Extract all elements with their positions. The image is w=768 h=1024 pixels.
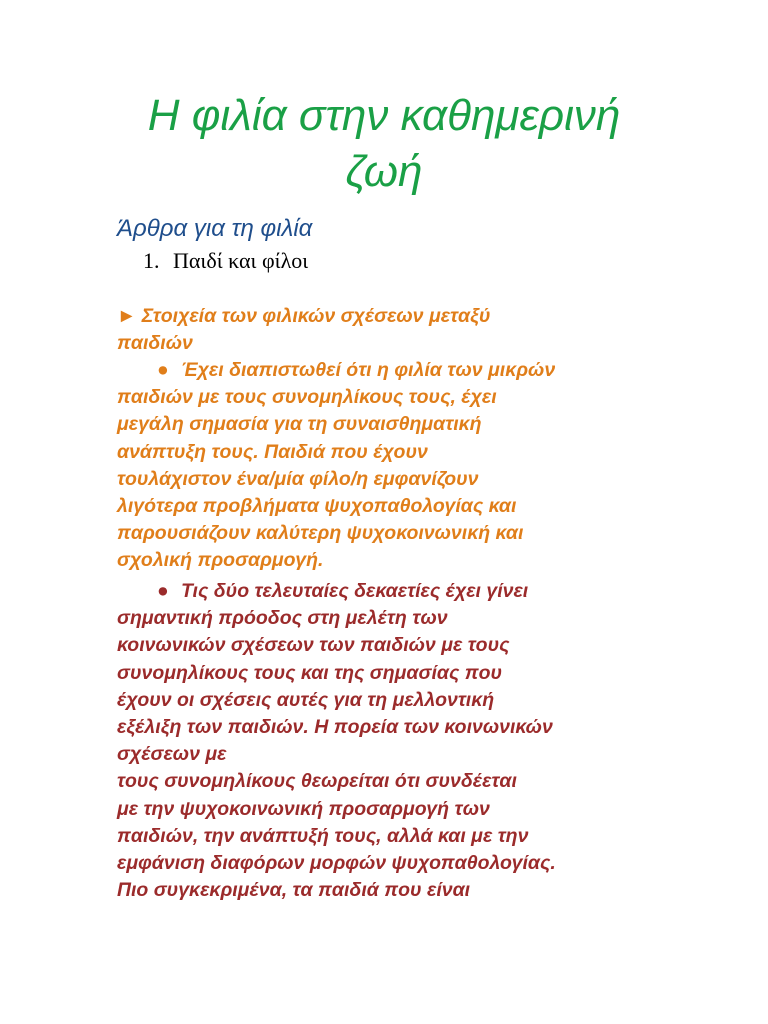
paragraph-line: Πιο συγκεκριμένα, τα παιδιά που είναι <box>117 879 471 902</box>
bullet-paragraph-1 <box>117 357 677 575</box>
paragraph-text: Τις δύο τελευταίες δεκαετίες έχει γίνει <box>181 580 529 602</box>
paragraph-line: σημαντική πρόοδος στη μελέτη των <box>117 607 448 630</box>
paragraph-line: τους συνομηλίκους θεωρείται ότι συνδέεται <box>117 770 517 793</box>
paragraph-line: σχέσεων με <box>117 743 227 766</box>
numbered-list-item <box>143 246 308 276</box>
paragraph-text: Έχει διαπιστωθεί ότι η φιλία των μικρών <box>181 359 556 381</box>
paragraph-line: λιγότερα προβλήματα ψυχοπαθολογίας και <box>117 495 517 518</box>
bullet-icon: ● <box>157 580 169 602</box>
paragraph-line: συνομηλίκους τους και της σημασίας που <box>117 661 503 684</box>
heading-line: παιδιών <box>117 332 193 355</box>
paragraph-line: έχουν οι σχέσεις αυτές για τη μελλοντική <box>117 688 495 711</box>
list-item-text: Παιδί και φίλοι <box>173 248 309 273</box>
paragraph-line: παιδιών, την ανάπτυξή τους, αλλά και με την <box>117 824 529 847</box>
paragraph-line <box>117 578 677 605</box>
paragraph-line: εμφάνιση διαφόρων μορφών ψυχοπαθολογίας. <box>117 852 556 875</box>
title-line: Η φιλία στην καθημερινή <box>147 91 621 140</box>
paragraph-line: μεγάλη σημασία για τη συναισθηματική <box>117 413 482 436</box>
document-title <box>60 88 708 200</box>
heading-text: Στοιχεία των φιλικών σχέσεων μεταξύ <box>141 305 491 327</box>
paragraph-line: σχολική προσαρμογή. <box>117 549 324 572</box>
heading-line <box>117 303 677 330</box>
paragraph-line: με την ψυχοκοινωνική προσαρμογή των <box>117 797 490 820</box>
paragraph-line: κοινωνικών σχέσεων των παιδιών με τους <box>117 634 510 657</box>
paragraph-line: παρουσιάζουν καλύτερη ψυχοκοινωνική και <box>117 522 524 545</box>
paragraph-line: εξέλιξη των παιδιών. Η πορεία των κοινωνικών <box>117 716 553 739</box>
arrow-marker-icon: ► <box>117 305 137 327</box>
bullet-paragraph-2 <box>117 578 677 904</box>
paragraph-line: τουλάχιστον ένα/μία φίλο/η εμφανίζουν <box>117 467 479 490</box>
title-line: ζωή <box>345 147 423 196</box>
paragraph-line: ανάπτυξη τους. Παιδιά που έχουν <box>117 440 428 463</box>
list-number: 1. <box>143 248 160 273</box>
section-subtitle: Άρθρα για τη φιλία <box>117 215 313 242</box>
paragraph-line: παιδιών με τους συνομηλίκους τους, έχει <box>117 386 497 409</box>
bullet-icon: ● <box>157 359 169 381</box>
paragraph-line <box>117 357 677 384</box>
section-heading <box>117 303 677 357</box>
